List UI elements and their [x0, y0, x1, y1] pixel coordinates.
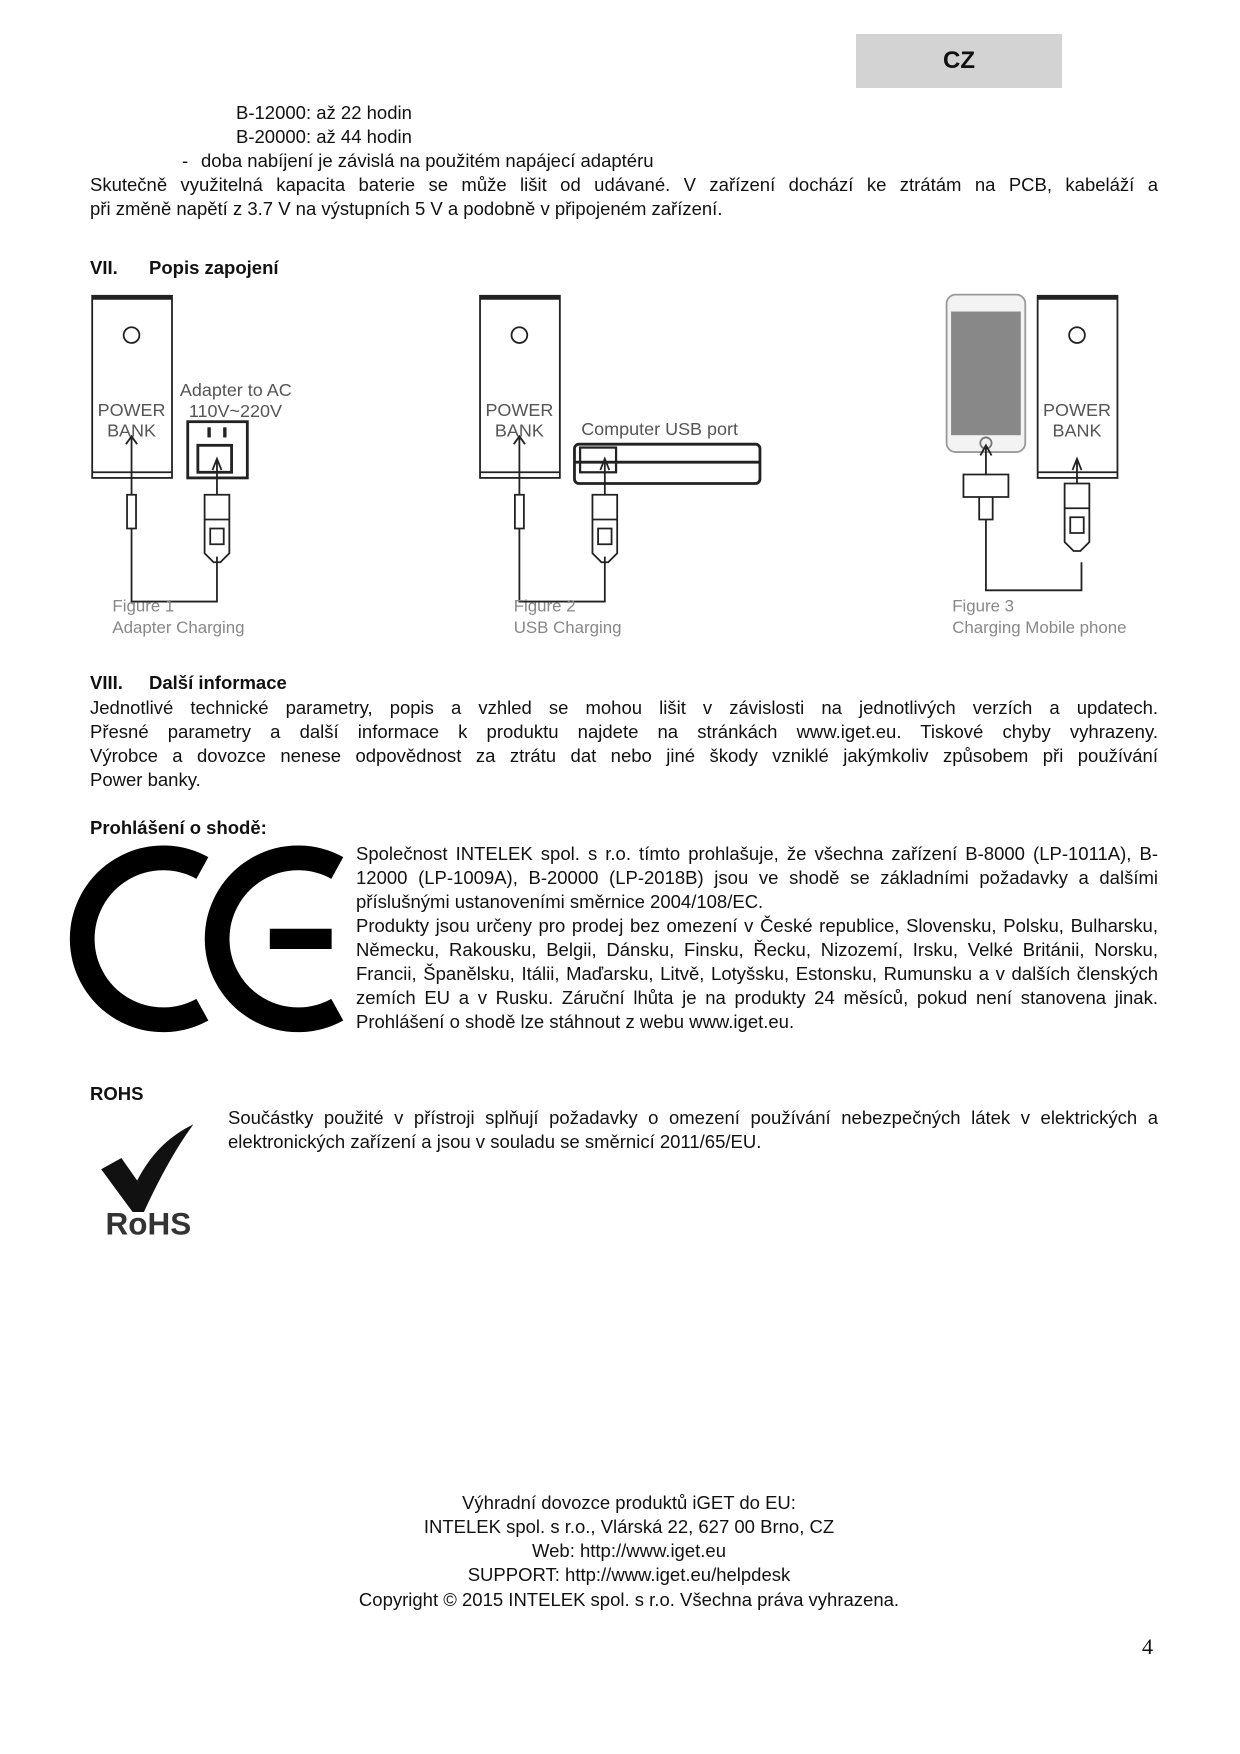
- power-bank-label: BANK: [107, 420, 157, 441]
- footer-web: Web: http://www.iget.eu: [531, 1540, 726, 1561]
- power-bank-icon: [1038, 296, 1118, 478]
- rohs-title: ROHS: [90, 1083, 144, 1104]
- figure-3-diagram: [947, 295, 1118, 591]
- power-bank-label: POWER: [485, 400, 554, 421]
- footer-copyright: Copyright © 2015 INTELEK spol. s r.o. Všechna práva vyhrazena.: [358, 1589, 900, 1610]
- usb-plug-icon: [205, 459, 230, 562]
- conformity-paragraph: Společnost INTELEK spol. s r.o. tímto prohlašuje, že všechna zařízení B-8000 (LP-1011A), B-12000 (LP-1009A), B-20000 (LP-2018B) jsou ve shodě se základními požadavky a dalšími příslušnými ustanoveními směrnice 2004/108/EC.: [356, 843, 1158, 912]
- svg-text:RoHS: RoHS: [105, 1206, 192, 1242]
- info-line: Jednotlivé technické parametry, popis a vzhled se mohou lišit v závislosti na jednotlivých verzích a updatech.: [90, 697, 1158, 718]
- section-title: Další informace: [149, 672, 287, 693]
- rohs-text: Součástky použité v přístroji splňují požadavky o omezení používání nebezpečných látek v elektrických a elektronických zařízení a jsou v souladu se směrnicí 2011/65/EU.: [228, 1107, 1158, 1152]
- usb-port-note: Computer USB port: [581, 419, 739, 440]
- conformity-paragraph: Produkty jsou určeny pro prodej bez omezení v České republice, Slovensku, Polsku, Bulharsku, Německu, Rakousku, Belgii, Dánsku, Finsku, Řecku, Nizozemí, Irsku, Velké Británii, Norsku, Francii, Španělsku, Itálii, Maďarsku, Litvě, Lotyšsku, Estonsku, Rumunsku a v dalších členských zemích EU a v Rusku. Záruční lhůta je na produkty 24 měsíců, pokud není stanovena jinak. Prohlášení o shodě lze stáhnout z webu www.iget.eu.: [356, 915, 1158, 1032]
- section-title: Popis zapojení: [149, 257, 279, 278]
- footer-line: INTELEK spol. s r.o., Vlárská 22, 627 00 Brno, CZ: [423, 1516, 835, 1537]
- adapter-note: Adapter to AC: [179, 379, 292, 400]
- ce-mark-logo: [82, 858, 337, 1020]
- figure-caption: Figure 1: [112, 596, 175, 616]
- rohs-logo: [101, 1124, 193, 1241]
- usb-plug-icon: [592, 459, 617, 562]
- power-bank-label: BANK: [494, 420, 544, 441]
- power-bank-label: POWER: [1043, 400, 1111, 421]
- power-button-icon: [124, 327, 140, 343]
- intro-line: B-12000: až 22 hodin: [236, 102, 412, 123]
- section-number: VII.: [90, 257, 118, 278]
- section-number: VIII.: [90, 672, 123, 693]
- info-line: Power banky.: [90, 769, 201, 790]
- info-line: Přesné parametry a další informace k produktu najdete na stránkách www.iget.eu. Tiskové chyby vyhrazeny.: [90, 721, 1158, 742]
- language-badge: CZ: [856, 34, 1062, 88]
- power-bank-label: POWER: [97, 400, 166, 421]
- adapter-voltage-note: 110V~220V: [188, 401, 282, 422]
- page-number: 4: [1142, 1634, 1153, 1659]
- footer-line: Výhradní dovozce produktů iGET do EU:: [462, 1492, 796, 1513]
- figure-2-diagram: [480, 296, 760, 602]
- power-button-icon: [512, 327, 528, 343]
- footer-support: SUPPORT: http://www.iget.eu/helpdesk: [467, 1564, 791, 1585]
- power-bank-label: BANK: [1052, 420, 1102, 441]
- intro-bullet: doba nabíjení je závislá na použitém napájecí adaptéru: [201, 150, 654, 171]
- power-button-icon: [1069, 327, 1085, 343]
- figure-caption: USB Charging: [513, 618, 622, 638]
- bullet-dash: -: [182, 150, 189, 171]
- figure-caption: Charging Mobile phone: [952, 618, 1127, 638]
- figure-caption: Adapter Charging: [112, 618, 245, 638]
- figure-caption: Figure 3: [952, 596, 1015, 616]
- intro-paragraph-line: Skutečně využitelná kapacita baterie se může lišit od udávané. V zařízení dochází ke ztrátám na PCB, kabeláží a: [90, 174, 1158, 195]
- figure-caption: Figure 2: [513, 596, 576, 616]
- intro-paragraph-line: při změně napětí z 3.7 V na výstupních 5 V a podobně v připojeném zařízení.: [90, 198, 723, 219]
- conformity-title: Prohlášení o shodě:: [90, 817, 267, 838]
- intro-line: B-20000: až 44 hodin: [236, 126, 412, 147]
- info-line: Výrobce a dovozce nenese odpovědnost za ztrátu dat nebo jiné škody vzniklé jakýmkoliv způsobem při používání: [90, 745, 1158, 766]
- figure-1-diagram: [92, 296, 247, 602]
